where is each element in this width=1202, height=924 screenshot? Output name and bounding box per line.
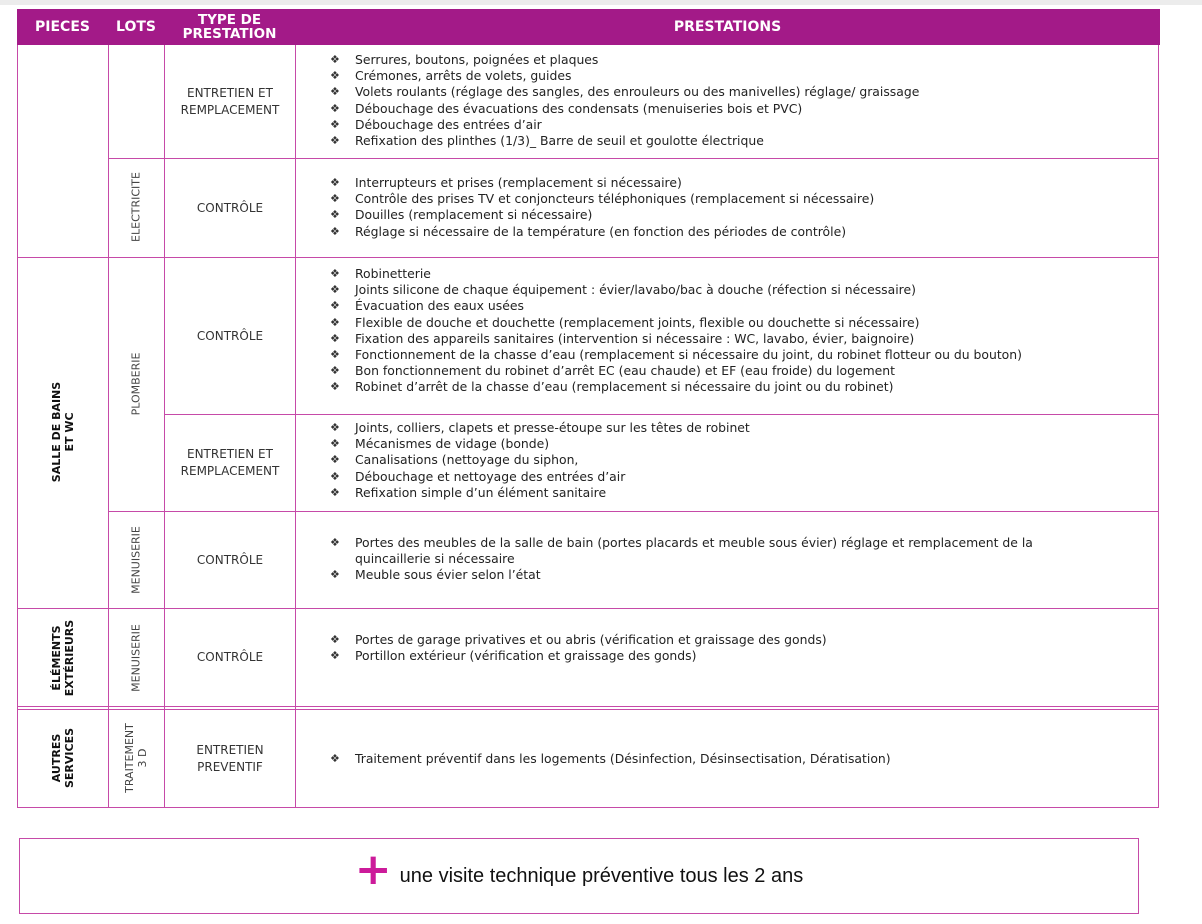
list-item: ❖ Joints, colliers, clapets et presse-étoupe sur les têtes de robinet [330, 420, 750, 435]
prestations-row-6 [330, 632, 1130, 664]
list-item: ❖ Meuble sous évier selon l’état [330, 567, 541, 583]
lot-menuiserie-ext: MENUISERIE [129, 624, 143, 692]
plus-icon: + [354, 844, 392, 895]
lot-electricite: ELECTRICITE [129, 172, 143, 242]
type-row-6: CONTRÔLE [196, 650, 264, 664]
list-item: ❖ Fonctionnement de la chasse d’eau (remplacement si nécessaire du joint, du robinet flotteur ou du bouton) [330, 347, 1022, 363]
prestations-row-3 [330, 266, 1130, 396]
list-item: ❖ Volets roulants (réglage des sangles, des enrouleurs ou des manivelles) réglage/ graissage [330, 84, 920, 100]
lot-plomberie: PLOMBERIE [129, 352, 143, 416]
prestations-row-4 [330, 420, 1130, 501]
list-item: ❖ Robinetterie [330, 266, 431, 281]
list-item: ❖ Refixation des plinthes (1/3)_ Barre de seuil et goulotte électrique [330, 133, 764, 149]
type-row-4: ENTRETIEN ET REMPLACEMENT [180, 447, 280, 478]
header-prestations: PRESTATIONS [673, 19, 782, 35]
table-header [17, 9, 1160, 45]
top-border [0, 0, 1202, 5]
list-item: ❖ Interrupteurs et prises (remplacement si nécessaire) [330, 175, 682, 190]
list-item: ❖ Canalisations (nettoyage du siphon, [330, 452, 579, 468]
visit-text: une visite technique préventive tous les 2 ans [399, 864, 804, 887]
list-item: ❖ Débouchage des évacuations des condensats (menuiseries bois et PVC) [330, 100, 803, 116]
list-item: ❖ Refixation simple d’un élément sanitaire [330, 484, 607, 500]
type-row-1: ENTRETIEN ET REMPLACEMENT [180, 86, 280, 117]
list-item: ❖ Portes des meubles de la salle de bain (portes placards et meuble sous évier) réglage et remplacement de la quincaillerie si nécessaire [330, 535, 1033, 567]
type-row-3: CONTRÔLE [196, 328, 264, 343]
list-item: ❖ Crémones, arrêts de volets, guides [330, 68, 572, 84]
header-type: TYPE DE PRESTATION [182, 12, 277, 42]
list-item: ❖ Robinet d’arrêt de la chasse d’eau (remplacement si nécessaire du joint ou du robinet) [330, 379, 894, 395]
list-item: ❖ Flexible de douche et douchette (remplacement joints, flexible ou douchette si nécessaire) [330, 314, 920, 330]
list-item: ❖ Débouchage des entrées d’air [330, 116, 542, 132]
prestations-row-2 [330, 175, 1130, 240]
type-row-7: ENTRETIEN PREVENTIF [196, 742, 264, 774]
list-item: ❖ Serrures, boutons, poignées et plaques [330, 52, 599, 67]
prestations-row-7 [330, 751, 1130, 767]
type-row-2: CONTRÔLE [196, 200, 264, 215]
header-lots: LOTS [116, 19, 156, 35]
prestations-row-5 [330, 535, 1100, 584]
list-item: ❖ Joints silicone de chaque équipement : évier/lavabo/bac à douche (réfection si nécessaire) [330, 282, 916, 298]
visit-banner [19, 838, 1139, 914]
list-item: ❖ Réglage si nécessaire de la température (en fonction des périodes de contrôle) [330, 223, 847, 239]
list-item: ❖ Portes de garage privatives et ou abris (vérification et graissage des gonds) [330, 632, 827, 647]
piece-elements-exterieurs: ÉLÉMENTS EXTÉRIEURS [50, 619, 76, 697]
list-item: ❖ Bon fonctionnement du robinet d’arrêt EC (eau chaude) et EF (eau froide) du logement [330, 363, 896, 379]
piece-salle-de-bains: SALLE DE BAINS ET WC [50, 381, 76, 483]
list-item: ❖ Douilles (remplacement si nécessaire) [330, 207, 593, 223]
list-item: ❖ Fixation des appareils sanitaires (intervention si nécessaire : WC, lavabo, évier, baignoire) [330, 330, 915, 346]
lot-menuiserie-sdb: MENUISERIE [129, 526, 143, 594]
lot-traitement-3d: TRAITEMENT 3 D [123, 723, 149, 793]
list-item: ❖ Mécanismes de vidage (bonde) [330, 436, 550, 452]
piece-autres-services: AUTRES SERVICES [50, 727, 76, 789]
header-pieces: PIECES [35, 19, 90, 35]
list-item: ❖ Contrôle des prises TV et conjoncteurs téléphoniques (remplacement si nécessaire) [330, 191, 875, 207]
list-item: ❖ Portillon extérieur (vérification et graissage des gonds) [330, 648, 697, 664]
type-row-5: CONTRÔLE [196, 552, 264, 567]
list-item: ❖ Débouchage et nettoyage des entrées d’air [330, 468, 626, 484]
list-item: ❖ Évacuation des eaux usées [330, 298, 524, 314]
list-item: ❖ Traitement préventif dans les logements (Désinfection, Désinsectisation, Dératisation) [330, 751, 891, 766]
prestations-row-1 [330, 52, 1130, 149]
